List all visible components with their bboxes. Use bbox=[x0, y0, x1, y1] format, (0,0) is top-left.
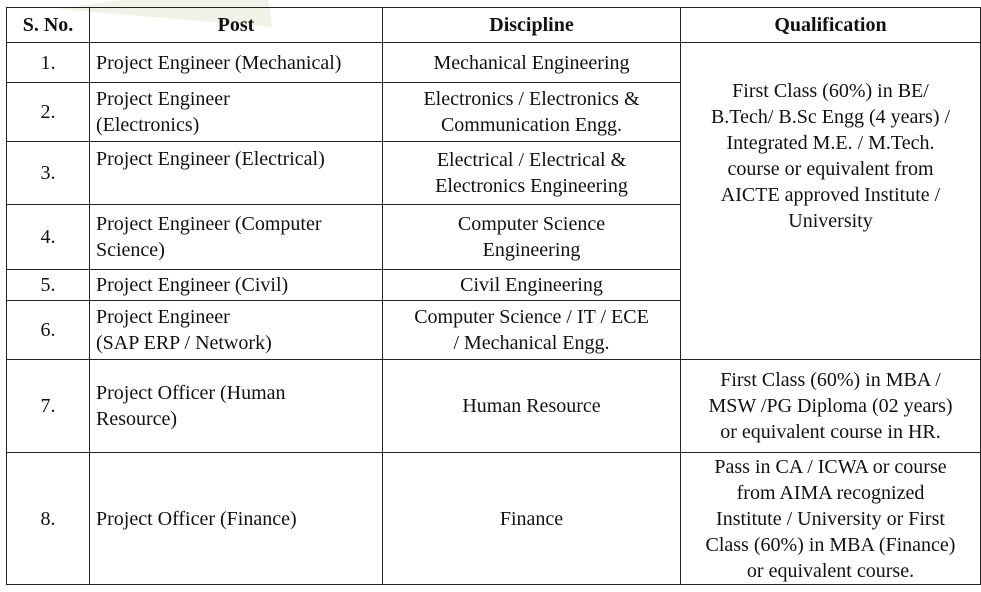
cell-post bbox=[90, 270, 383, 301]
cell-post bbox=[90, 83, 383, 142]
table-row bbox=[7, 43, 981, 83]
cell-discipline bbox=[383, 360, 681, 453]
qualification-line: Institute / University or First bbox=[716, 507, 945, 530]
qualification-line: First Class (60%) in MBA / bbox=[720, 369, 941, 391]
discipline-line: Civil Engineering bbox=[460, 274, 603, 296]
post-line: Project Engineer (Electrical) bbox=[96, 148, 325, 170]
qualification-line: Pass in CA / ICWA or course bbox=[714, 455, 947, 478]
post-line: Resource) bbox=[96, 408, 178, 430]
qualification-line: Class (60%) in MBA (Finance) bbox=[705, 533, 956, 556]
cell-post bbox=[90, 43, 383, 83]
cell-discipline bbox=[383, 83, 681, 142]
recruitment-table bbox=[6, 7, 981, 585]
post-line: (SAP ERP / Network) bbox=[96, 332, 272, 354]
discipline-line: Engineering bbox=[482, 239, 581, 261]
post-line: Project Engineer (Mechanical) bbox=[96, 51, 342, 74]
table-row bbox=[7, 360, 981, 453]
table-row bbox=[7, 453, 981, 585]
cell-qualification-engineering bbox=[681, 43, 981, 360]
discipline-line: Communication Engg. bbox=[440, 114, 623, 136]
cell-post bbox=[90, 453, 383, 585]
discipline-line: Electrical / Electrical & bbox=[436, 149, 627, 171]
qualification-line: First Class (60%) in BE/ bbox=[732, 80, 929, 102]
header-row bbox=[7, 8, 981, 43]
cell-post bbox=[90, 205, 383, 270]
qualification-line: University bbox=[788, 210, 873, 232]
cell-sno: 5. bbox=[7, 270, 90, 301]
cell-sno: 4. bbox=[7, 205, 90, 270]
discipline-line: Computer Science / IT / ECE bbox=[414, 306, 649, 328]
discipline-line: Human Resource bbox=[462, 395, 601, 417]
cell-qualification-hr bbox=[681, 360, 981, 453]
qualification-line: from AIMA recognized bbox=[736, 481, 925, 504]
cell-sno: 2. bbox=[7, 83, 90, 142]
cell-sno: 8. bbox=[7, 453, 90, 585]
qualification-line: AICTE approved Institute / bbox=[720, 184, 941, 206]
cell-discipline bbox=[383, 453, 681, 585]
qualification-line: B.Tech/ B.Sc Engg (4 years) / bbox=[710, 106, 951, 128]
header-sno: S. No. bbox=[7, 8, 90, 43]
cell-sno: 1. bbox=[7, 43, 90, 83]
discipline-line: Electronics / Electronics & bbox=[423, 88, 640, 110]
qualification-line: course or equivalent from bbox=[727, 158, 934, 180]
post-line: Project Engineer bbox=[96, 306, 230, 328]
post-line: Project Engineer bbox=[96, 88, 230, 110]
discipline-line: Computer Science bbox=[457, 213, 606, 235]
post-line: Project Officer (Finance) bbox=[96, 507, 297, 530]
qualification-line: MSW /PG Diploma (02 years) bbox=[708, 395, 953, 417]
discipline-line: Finance bbox=[499, 507, 564, 530]
cell-post bbox=[90, 301, 383, 360]
discipline-line: Electronics Engineering bbox=[435, 175, 628, 197]
qualification-line: or equivalent course in HR. bbox=[720, 421, 941, 443]
qualification-line: or equivalent course. bbox=[746, 559, 915, 582]
cell-discipline bbox=[383, 205, 681, 270]
header-discipline: Discipline bbox=[383, 8, 681, 43]
discipline-line: Mechanical Engineering bbox=[433, 51, 630, 74]
qualification-line: Integrated M.E. / M.Tech. bbox=[726, 132, 935, 154]
post-line: Science) bbox=[96, 239, 165, 261]
discipline-line: / Mechanical Engg. bbox=[453, 332, 610, 354]
cell-qualification-finance bbox=[681, 453, 981, 585]
post-line: Project Engineer (Civil) bbox=[96, 274, 289, 296]
cell-discipline bbox=[383, 301, 681, 360]
post-line: (Electronics) bbox=[96, 114, 200, 136]
cell-post bbox=[90, 360, 383, 453]
cell-sno: 6. bbox=[7, 301, 90, 360]
cell-post bbox=[90, 142, 383, 205]
cell-discipline bbox=[383, 43, 681, 83]
cell-sno: 3. bbox=[7, 142, 90, 205]
cell-discipline bbox=[383, 270, 681, 301]
post-line: Project Officer (Human bbox=[96, 382, 286, 404]
header-post: Post bbox=[90, 8, 383, 43]
cell-sno: 7. bbox=[7, 360, 90, 453]
post-line: Project Engineer (Computer bbox=[96, 213, 322, 235]
cell-discipline bbox=[383, 142, 681, 205]
header-qualification: Qualification bbox=[681, 8, 981, 43]
